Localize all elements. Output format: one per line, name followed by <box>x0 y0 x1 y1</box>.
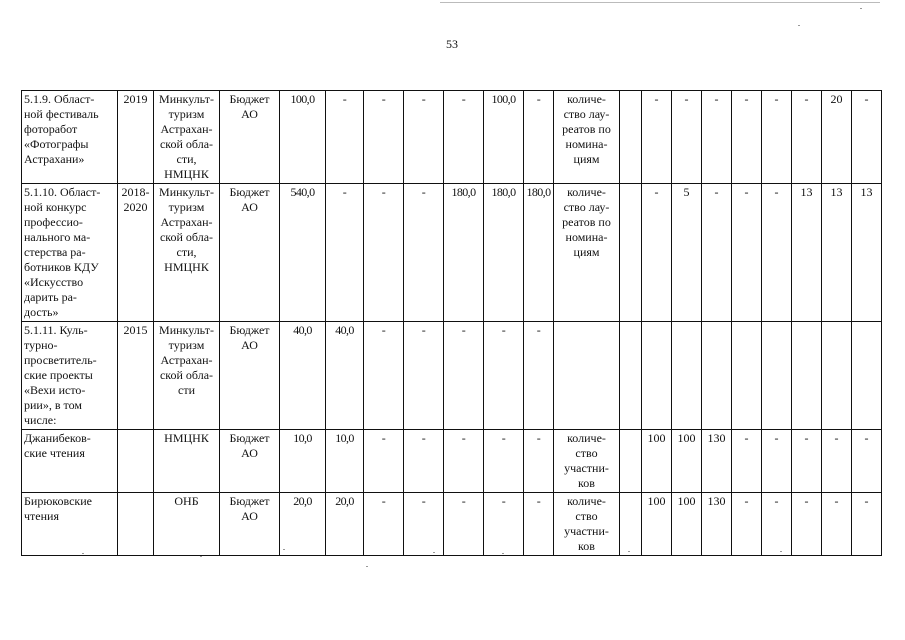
amount-cell-text: - <box>501 494 506 508</box>
indicator-cell <box>554 493 620 556</box>
indicator-value-cell-text: - <box>804 431 809 445</box>
indicator-value-cell <box>672 91 702 184</box>
indicator-value-cell-text: 130 <box>707 494 726 508</box>
indicator-value-cell-text: - <box>774 494 779 508</box>
indicator-value-cell <box>852 91 882 184</box>
indicator-value-cell <box>732 493 762 556</box>
executor-cell-text: Минкульт- туризм Астрахан- ской обла- сти <box>159 323 214 397</box>
program-activities-table <box>21 90 882 556</box>
amount-cell-text: - <box>536 431 541 445</box>
indicator-value-cell <box>792 184 822 322</box>
indicator-value-cell-text: - <box>804 92 809 106</box>
amount-cell-text: - <box>381 323 386 337</box>
indicator-value-cell <box>792 430 822 493</box>
indicator-value-cell <box>732 184 762 322</box>
indicator-value-cell <box>702 91 732 184</box>
executor-cell <box>154 184 220 322</box>
amount-cell-text: - <box>461 92 466 106</box>
indicator-value-cell <box>822 322 852 430</box>
amount-cell-text: - <box>501 323 506 337</box>
amount-cell <box>364 322 404 430</box>
scan-speck <box>82 553 84 554</box>
indicator-value-cell-text: - <box>834 431 839 445</box>
years-cell-text: 2015 <box>123 323 148 337</box>
executor-cell <box>154 322 220 430</box>
amount-cell <box>444 184 484 322</box>
activity-name-cell-text: Бирюковские чтения <box>24 494 92 523</box>
amount-cell-text: 20,0 <box>335 494 354 508</box>
funding-source-cell <box>220 322 280 430</box>
indicator-value-cell-text: - <box>684 92 689 106</box>
table-row <box>22 184 882 322</box>
years-cell <box>118 322 154 430</box>
scan-edge-line <box>440 2 880 3</box>
amount-cell <box>444 91 484 184</box>
activity-name-cell <box>22 430 118 493</box>
indicator-value-cell-text: - <box>744 494 749 508</box>
indicator-value-cell <box>732 430 762 493</box>
funding-source-cell-text: Бюджет АО <box>229 494 270 523</box>
table-row <box>22 430 882 493</box>
executor-cell-text: Минкульт- туризм Астрахан- ской обла- сти, НМЦНК <box>159 185 214 274</box>
indicator-value-cell <box>762 91 792 184</box>
amount-cell-text: 100,0 <box>491 92 516 106</box>
amount-cell <box>326 91 364 184</box>
amount-cell-text: 100,0 <box>290 92 315 106</box>
amount-cell <box>524 91 554 184</box>
amount-cell-text: - <box>536 323 541 337</box>
funding-source-cell-text: Бюджет АО <box>229 323 270 352</box>
table-row <box>22 493 882 556</box>
indicator-value-cell-text: - <box>804 494 809 508</box>
amount-cell <box>404 322 444 430</box>
indicator-value-cell-text: - <box>714 92 719 106</box>
executor-cell <box>154 430 220 493</box>
amount-cell <box>280 184 326 322</box>
indicator-value-cell <box>732 91 762 184</box>
indicator-value-cell-text: - <box>834 494 839 508</box>
scan-speck <box>860 8 862 9</box>
amount-cell-text: 180,0 <box>526 185 551 199</box>
activity-name-cell <box>22 493 118 556</box>
amount-cell <box>524 493 554 556</box>
scan-speck <box>628 551 630 552</box>
indicator-value-cell-text: - <box>864 92 869 106</box>
page-number: 53 <box>446 37 458 51</box>
indicator-value-cell <box>702 322 732 430</box>
executor-cell-text: Минкульт- туризм Астрахан- ской обла- сти, НМЦНК <box>159 92 214 181</box>
years-cell <box>118 184 154 322</box>
years-cell <box>118 493 154 556</box>
funding-source-cell-text: Бюджет АО <box>229 431 270 460</box>
amount-cell <box>364 430 404 493</box>
indicator-cell-text: количе- ство лау- реатов по номина- циям <box>562 185 611 259</box>
indicator-value-cell <box>792 322 822 430</box>
amount-cell <box>364 91 404 184</box>
indicator-value-cell <box>822 493 852 556</box>
base-value-cell <box>620 430 642 493</box>
amount-cell-text: 540,0 <box>290 185 315 199</box>
indicator-value-cell <box>672 430 702 493</box>
amount-cell <box>364 184 404 322</box>
amount-cell-text: - <box>381 185 386 199</box>
indicator-value-cell-text: 100 <box>647 494 666 508</box>
executor-cell <box>154 91 220 184</box>
indicator-value-cell-text: 13 <box>830 185 843 199</box>
amount-cell <box>364 493 404 556</box>
indicator-value-cell <box>852 184 882 322</box>
executor-cell-text: НМЦНК <box>164 431 209 445</box>
funding-source-cell <box>220 493 280 556</box>
activity-name-cell-text: 5.1.9. Област- ной фестиваль фоторабот «Фотографы Астрахани» <box>24 92 99 166</box>
amount-cell-text: - <box>421 185 426 199</box>
amount-cell-text: - <box>421 431 426 445</box>
amount-cell <box>484 184 524 322</box>
amount-cell-text: 40,0 <box>335 323 354 337</box>
indicator-value-cell-text: 100 <box>647 431 666 445</box>
indicator-value-cell-text: - <box>864 494 869 508</box>
indicator-value-cell <box>822 184 852 322</box>
amount-cell <box>404 184 444 322</box>
amount-cell <box>484 322 524 430</box>
indicator-value-cell-text: - <box>744 92 749 106</box>
indicator-value-cell <box>792 493 822 556</box>
activity-name-cell-text: 5.1.10. Област- ной конкурс профессио- нального ма- стерства ра- ботников КДУ «Искусство дарить ра- дость» <box>24 185 101 319</box>
amount-cell <box>280 430 326 493</box>
indicator-value-cell <box>852 322 882 430</box>
activity-name-cell-text: 5.1.11. Куль- турно- просветитель- ские проекты «Вехи исто- рии», в том числе: <box>24 323 97 427</box>
indicator-value-cell-text: 5 <box>683 185 690 199</box>
amount-cell <box>444 430 484 493</box>
indicator-value-cell <box>822 430 852 493</box>
amount-cell-text: 20,0 <box>293 494 312 508</box>
amount-cell <box>326 184 364 322</box>
scan-speck <box>780 551 782 552</box>
funding-source-cell <box>220 91 280 184</box>
amount-cell <box>280 91 326 184</box>
indicator-value-cell <box>642 184 672 322</box>
scan-speck <box>283 549 285 550</box>
amount-cell-text: 10,0 <box>335 431 354 445</box>
amount-cell <box>280 322 326 430</box>
amount-cell-text: - <box>461 494 466 508</box>
indicator-cell-text: количе- ство лау- реатов по номина- циям <box>562 92 611 166</box>
amount-cell-text: - <box>461 323 466 337</box>
funding-source-cell-text: Бюджет АО <box>229 92 270 121</box>
indicator-value-cell <box>702 493 732 556</box>
scan-speck <box>200 556 202 557</box>
indicator-value-cell-text: - <box>774 431 779 445</box>
base-value-cell <box>620 493 642 556</box>
amount-cell-text: - <box>536 494 541 508</box>
amount-cell <box>280 493 326 556</box>
amount-cell-text: - <box>381 494 386 508</box>
amount-cell-text: 180,0 <box>491 185 516 199</box>
indicator-cell-text: количе- ство участни- ков <box>564 431 609 490</box>
amount-cell-text: - <box>421 494 426 508</box>
indicator-cell <box>554 322 620 430</box>
years-cell-text: 2018- 2020 <box>121 185 150 214</box>
indicator-value-cell <box>852 493 882 556</box>
indicator-value-cell-text: 20 <box>830 92 843 106</box>
amount-cell <box>524 430 554 493</box>
amount-cell <box>404 430 444 493</box>
amount-cell-text: 180,0 <box>451 185 476 199</box>
amount-cell-text: - <box>461 431 466 445</box>
years-cell <box>118 430 154 493</box>
indicator-value-cell <box>642 493 672 556</box>
amount-cell <box>524 184 554 322</box>
indicator-value-cell-text: 13 <box>800 185 813 199</box>
indicator-value-cell <box>822 91 852 184</box>
activity-name-cell <box>22 322 118 430</box>
indicator-value-cell-text: - <box>774 92 779 106</box>
indicator-value-cell <box>762 322 792 430</box>
indicator-value-cell <box>852 430 882 493</box>
indicator-value-cell <box>732 322 762 430</box>
indicator-value-cell <box>642 322 672 430</box>
indicator-value-cell <box>762 430 792 493</box>
indicator-value-cell-text: 100 <box>677 431 696 445</box>
indicator-value-cell <box>702 430 732 493</box>
indicator-value-cell-text: - <box>714 185 719 199</box>
indicator-value-cell-text: - <box>744 185 749 199</box>
indicator-value-cell-text: 13 <box>860 185 873 199</box>
amount-cell <box>404 91 444 184</box>
indicator-cell <box>554 430 620 493</box>
indicator-value-cell <box>642 91 672 184</box>
indicator-value-cell-text: - <box>654 185 659 199</box>
amount-cell-text: - <box>342 92 347 106</box>
amount-cell-text: - <box>381 92 386 106</box>
indicator-value-cell <box>672 322 702 430</box>
indicator-value-cell <box>762 493 792 556</box>
indicator-value-cell-text: 130 <box>707 431 726 445</box>
scan-speck <box>433 552 435 553</box>
indicator-value-cell-text: - <box>864 431 869 445</box>
scan-speck <box>366 566 368 567</box>
amount-cell-text: - <box>421 92 426 106</box>
amount-cell <box>484 430 524 493</box>
amount-cell <box>524 322 554 430</box>
indicator-value-cell <box>672 184 702 322</box>
amount-cell-text: - <box>421 323 426 337</box>
amount-cell-text: 40,0 <box>293 323 312 337</box>
amount-cell-text: 10,0 <box>293 431 312 445</box>
amount-cell-text: - <box>536 92 541 106</box>
funding-source-cell-text: Бюджет АО <box>229 185 270 214</box>
amount-cell-text: - <box>381 431 386 445</box>
amount-cell <box>444 493 484 556</box>
activity-name-cell <box>22 184 118 322</box>
amount-cell <box>326 322 364 430</box>
amount-cell-text: - <box>501 431 506 445</box>
amount-cell <box>444 322 484 430</box>
amount-cell-text: - <box>342 185 347 199</box>
indicator-value-cell-text: 100 <box>677 494 696 508</box>
indicator-value-cell-text: - <box>744 431 749 445</box>
base-value-cell <box>620 184 642 322</box>
scan-speck <box>798 25 800 26</box>
indicator-cell <box>554 91 620 184</box>
indicator-value-cell <box>672 493 702 556</box>
indicator-value-cell <box>702 184 732 322</box>
table-row <box>22 91 882 184</box>
base-value-cell <box>620 322 642 430</box>
indicator-value-cell-text: - <box>774 185 779 199</box>
amount-cell <box>326 493 364 556</box>
indicator-cell-text: количе- ство участни- ков <box>564 494 609 553</box>
table-row <box>22 322 882 430</box>
activity-name-cell <box>22 91 118 184</box>
indicator-value-cell <box>792 91 822 184</box>
indicator-value-cell <box>642 430 672 493</box>
base-value-cell <box>620 91 642 184</box>
amount-cell <box>484 493 524 556</box>
indicator-value-cell-text: - <box>654 92 659 106</box>
activity-name-cell-text: Джанибеков- ские чтения <box>24 431 91 460</box>
executor-cell-text: ОНБ <box>174 494 199 508</box>
funding-source-cell <box>220 430 280 493</box>
years-cell-text: 2019 <box>123 92 148 106</box>
amount-cell <box>484 91 524 184</box>
amount-cell <box>404 493 444 556</box>
years-cell <box>118 91 154 184</box>
amount-cell <box>326 430 364 493</box>
funding-source-cell <box>220 184 280 322</box>
indicator-cell <box>554 184 620 322</box>
indicator-value-cell <box>762 184 792 322</box>
executor-cell <box>154 493 220 556</box>
scan-speck <box>502 553 504 554</box>
